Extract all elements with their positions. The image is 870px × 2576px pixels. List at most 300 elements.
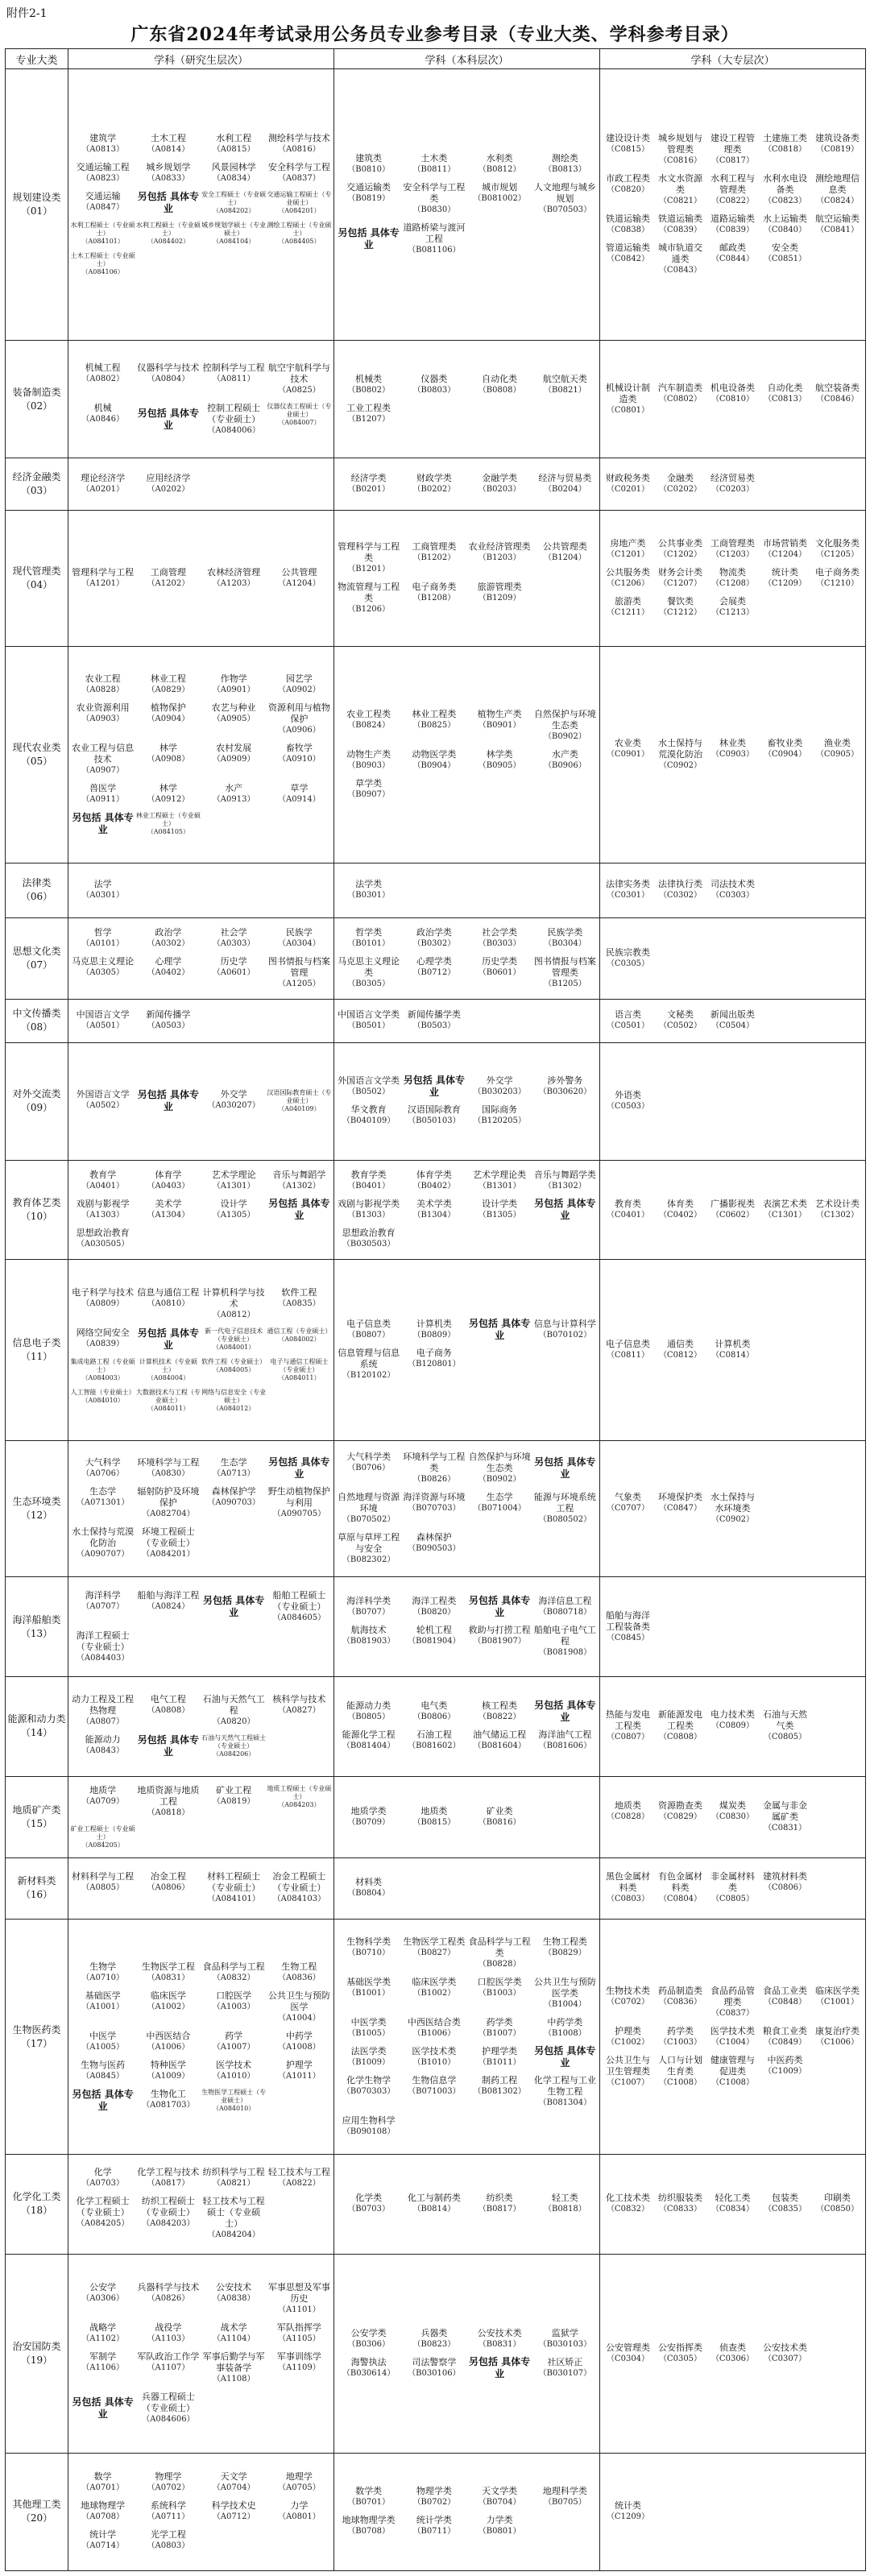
subject-name: 中医学类 — [350, 2016, 387, 2027]
subject-item — [201, 1989, 267, 2026]
subject-name: 机电设备类 — [710, 382, 755, 393]
subject-name: 石油与天然气类 — [763, 1709, 807, 1732]
subject-name: 外国语言文学类 — [338, 1075, 400, 1087]
subject-code: （A1103） — [147, 2334, 190, 2343]
subject-code: （C1203） — [710, 549, 755, 559]
subject-code: （B0829） — [543, 1948, 586, 1957]
subject-item — [70, 1870, 135, 1907]
subject-name: 土木工程 — [150, 132, 186, 143]
subject-item — [706, 381, 759, 418]
subject-code: （A084405） — [278, 237, 321, 245]
subject-grid — [68, 359, 334, 440]
subject-code: （A030505） — [76, 1239, 130, 1249]
subject-code: （A0714） — [81, 2541, 124, 2551]
subject-code: （C0504） — [710, 1021, 755, 1031]
college-cell — [600, 2453, 866, 2570]
subject-item — [70, 2528, 135, 2553]
subject-item — [654, 594, 706, 620]
subject-item — [532, 2015, 598, 2041]
subject-name: 临床医学类 — [815, 1985, 860, 1996]
subject-code: （C0850） — [815, 2205, 860, 2214]
subject-name: 图书情报与档案管理 — [267, 955, 330, 978]
subject-item — [532, 151, 598, 177]
subject-name: 化学生物学 — [346, 2074, 392, 2085]
subject-name: 纺织科学与工程 — [202, 2167, 265, 2178]
subject-name: 安全科学与工程类 — [403, 181, 466, 204]
subject-name: 计算机技术（专业硕士） — [139, 1358, 197, 1374]
subject-name: 财政税务类 — [606, 473, 650, 484]
header-undergraduate: 学科（本科层次） — [334, 49, 600, 69]
subject-item — [267, 361, 332, 398]
subject-item — [267, 1326, 332, 1353]
subject-code: （A0709） — [81, 1796, 124, 1806]
subject-code: （C0202） — [658, 485, 702, 495]
subject-name: 资源勘查类 — [658, 1799, 702, 1811]
subject-name: 计算机类 — [715, 1339, 751, 1350]
subject-name: 邮政类 — [719, 242, 746, 253]
subject-code: （B030107） — [538, 2368, 592, 2378]
subject-code: （A0802） — [81, 374, 124, 383]
attachment-label: 附件2-1 — [6, 7, 48, 20]
subject-name: 核科学与技术 — [272, 1694, 326, 1705]
subject-name: 物流类 — [719, 566, 746, 578]
subject-code: （A0908） — [147, 754, 190, 764]
category-code: （02） — [20, 400, 53, 412]
subject-item — [70, 1692, 135, 1729]
subject-name: 轮机工程 — [416, 1624, 452, 1635]
subject-grid — [600, 2497, 865, 2526]
subject-name: 公共卫生与预防医学 — [267, 1990, 330, 2012]
subject-item — [70, 189, 135, 217]
subject-item — [70, 781, 135, 807]
subject-code: （A0707） — [81, 1601, 124, 1611]
subject-name: 汉语国际教育硕士（专业硕士） — [267, 1089, 332, 1105]
subject-code: （C0842） — [606, 254, 650, 263]
college-cell — [600, 646, 866, 863]
subject-code: （A0305） — [81, 967, 124, 977]
subject-item — [201, 2470, 267, 2495]
subject-code: （A084403） — [76, 1653, 130, 1663]
subject-name: 通信类 — [667, 1339, 694, 1350]
subject-code: （A0831） — [147, 1973, 190, 1982]
subject-code: （C0829） — [658, 1812, 702, 1821]
subject-name: 管道运输类 — [606, 242, 650, 253]
undergraduate-cell — [334, 1577, 600, 1677]
subject-item — [201, 1326, 267, 1353]
subject-code: （B0402） — [412, 1181, 456, 1191]
subject-item — [336, 2355, 401, 2381]
subject-code: （C0902） — [710, 1515, 755, 1525]
subject-name: 食品药品管理类 — [710, 1985, 755, 2007]
subject-item — [70, 361, 135, 398]
subject-name: 广播影视类 — [710, 1198, 755, 1209]
subject-name: 安全科学与工程 — [267, 161, 330, 172]
includes-note-text: 另包括 具体专业 — [469, 2355, 531, 2379]
subject-item — [401, 2044, 466, 2070]
subject-grid — [334, 538, 599, 619]
subject-item — [759, 1799, 811, 1836]
subject-code: （C0843） — [658, 265, 702, 275]
subject-code: （A090707） — [76, 1550, 130, 1559]
subject-code: （B0803） — [412, 385, 456, 395]
subject-code: （C0814） — [710, 1351, 755, 1360]
subject-name: 兵器科学与技术 — [137, 2281, 200, 2292]
subject-name: 煤炭类 — [719, 1799, 746, 1811]
subject-name: 仪器科学与技术 — [137, 362, 200, 373]
subject-name: 建筑类 — [355, 152, 383, 164]
subject-code: （B0823） — [412, 2339, 456, 2349]
undergraduate-cell — [334, 863, 600, 917]
subject-item — [201, 955, 267, 992]
subject-code: （B1011） — [478, 2057, 521, 2067]
category-code: （05） — [20, 755, 53, 767]
subject-code: （A0804） — [147, 374, 190, 383]
subject-code: （A0912） — [147, 794, 190, 804]
subject-code: （C0903） — [710, 749, 755, 759]
subject-name: 民族学 — [285, 926, 313, 938]
college-cell — [600, 1577, 866, 1677]
subject-item — [267, 1960, 332, 1986]
subject-name: 森林保护 — [416, 1532, 452, 1543]
graduate-cell — [68, 999, 334, 1042]
subject-grid — [600, 1797, 865, 1837]
subject-code: （A0914） — [278, 794, 321, 804]
subject-item — [401, 2484, 466, 2510]
category-name: 装备制造类 — [12, 386, 61, 398]
subject-name: 护理类 — [615, 2025, 641, 2036]
subject-item — [70, 2470, 135, 2495]
subject-item — [201, 701, 267, 738]
subject-name: 道路运输类 — [710, 213, 755, 224]
subject-item — [135, 1008, 201, 1033]
subject-name: 经济贸易类 — [710, 473, 755, 484]
subject-code: （A1203） — [212, 578, 255, 588]
subject-name: 新一代电子信息技术（专业硕士） — [205, 1327, 263, 1344]
subject-name: 测绘科学与技术 — [267, 132, 330, 143]
subject-code: （A1304） — [147, 1210, 190, 1220]
category-name: 教育体艺类 — [12, 1196, 61, 1208]
subject-name: 食品科学与工程类 — [468, 1936, 531, 1958]
subject-code: （B030503） — [342, 1239, 396, 1249]
category-name: 现代管理类 — [12, 565, 61, 577]
subject-code: （A0705） — [278, 2483, 321, 2493]
subject-grid — [600, 2339, 865, 2368]
subject-code: （B0904） — [412, 760, 456, 770]
subject-name: 生态学 — [220, 1457, 247, 1468]
subject-code: （B0304） — [543, 938, 586, 948]
subject-name: 能源动力类 — [346, 1700, 392, 1712]
subject-code: （A1303） — [81, 1210, 124, 1220]
subject-item — [401, 2191, 466, 2217]
includes-note — [135, 1733, 201, 1760]
includes-note-text: 另包括 具体专业 — [338, 226, 400, 251]
subject-name: 交通运输工程 — [76, 161, 130, 172]
subject-name: 康复治疗类 — [815, 2025, 860, 2036]
subject-code: （B0817） — [478, 2205, 521, 2214]
subject-name: 马克思主义理论类 — [338, 955, 400, 978]
subject-name: 汽车制造类 — [658, 382, 702, 393]
subject-item — [654, 1799, 706, 1836]
subject-item — [602, 594, 654, 620]
subject-item — [706, 565, 759, 591]
subject-code: （B080718） — [538, 1607, 592, 1617]
subject-code: （A0843） — [81, 1746, 124, 1756]
subject-code: （B081903） — [342, 1636, 396, 1646]
subject-item — [811, 2024, 864, 2050]
subject-name: 美术学 — [155, 1198, 182, 1209]
subject-name: 草学类 — [355, 777, 383, 789]
subject-code: （C0830） — [710, 1812, 755, 1821]
subject-item — [759, 2024, 811, 2050]
subject-name: 中国语言文学 — [76, 1009, 130, 1021]
subject-name: 旅游管理类 — [477, 581, 522, 592]
subject-item — [201, 2087, 267, 2114]
includes-note-text: 另包括 具体专业 — [268, 1456, 330, 1481]
subject-item — [706, 1490, 759, 1527]
subject-item — [70, 672, 135, 698]
subject-item — [401, 1623, 466, 1660]
subject-code: （A0905） — [212, 714, 255, 723]
subject-item — [267, 1286, 332, 1323]
subject-code: （B0809） — [412, 1331, 456, 1340]
subject-name: 植物保护 — [150, 702, 186, 713]
subject-item — [401, 1346, 466, 1383]
subject-name: 动物医学类 — [412, 748, 457, 760]
subject-item — [654, 2053, 706, 2090]
subject-item — [336, 1074, 401, 1100]
subject-item — [759, 241, 811, 278]
subject-code: （A0801） — [278, 2512, 321, 2522]
subject-name: 船舶电子电气工程 — [533, 1624, 596, 1646]
subject-item — [654, 2191, 706, 2217]
subject-code: （C0824） — [815, 196, 860, 205]
subject-name: 表演艺术类 — [763, 1198, 807, 1209]
subject-name: 汉语国际教育 — [407, 1104, 461, 1116]
subject-name: 环境科学与工程类 — [403, 1452, 466, 1474]
table-row — [6, 69, 866, 341]
subject-code: （A0816） — [278, 144, 321, 154]
subject-code: （A1107） — [147, 2363, 190, 2372]
category-cell — [6, 1440, 68, 1577]
subject-item — [201, 672, 267, 698]
subject-code: （B0810） — [347, 164, 391, 174]
subject-item — [602, 1008, 654, 1033]
subject-code: （B0302） — [412, 938, 456, 948]
subject-item — [532, 180, 598, 217]
subject-name: 音乐与舞蹈学 — [272, 1169, 326, 1180]
subject-code: （A0710） — [81, 1973, 124, 1982]
subject-code: （C1204） — [763, 549, 807, 559]
includes-note-text: 另包括 具体专业 — [72, 2396, 134, 2420]
subject-code: （C0502） — [658, 1021, 702, 1031]
subject-name: 体育学类 — [416, 1169, 452, 1180]
subject-item — [401, 1490, 466, 1527]
subject-name: 物流管理与工程类 — [338, 581, 400, 603]
subject-name: 公共管理类 — [542, 540, 587, 552]
subject-code: （A1102） — [81, 2334, 124, 2343]
subject-item — [267, 2470, 332, 2495]
subject-item — [135, 2029, 201, 2055]
subject-code: （B1009） — [347, 2057, 391, 2067]
subject-code: （B0805） — [347, 1713, 391, 1722]
subject-item — [70, 1824, 135, 1851]
subject-grid — [600, 2189, 865, 2218]
category-name: 信息电子类 — [12, 1337, 61, 1349]
subject-code: （A084204） — [207, 2230, 260, 2240]
subject-item — [811, 736, 864, 773]
subject-code: （C0806） — [763, 1883, 807, 1893]
subject-grid — [68, 1006, 334, 1035]
subject-item — [654, 1984, 706, 2021]
subject-code: （A084106） — [81, 267, 124, 275]
subject-name: 药学类 — [667, 2025, 694, 2036]
subject-code: （B030103） — [538, 2339, 592, 2349]
subject-code: （B081106） — [408, 245, 461, 255]
subject-code: （C0810） — [710, 394, 755, 404]
subject-name: 海洋资源与环境 — [403, 1492, 466, 1503]
subject-code: （C0901） — [606, 749, 650, 759]
subject-name: 统计类 — [615, 2500, 641, 2512]
subject-name: 水文水资源类 — [658, 172, 702, 195]
subject-name: 畜牧学 — [285, 742, 313, 753]
graduate-cell — [68, 1857, 334, 1919]
subject-name: 农业类 — [615, 737, 641, 748]
subject-item — [467, 2513, 532, 2539]
includes-note — [70, 810, 135, 838]
subject-item — [336, 1346, 401, 1383]
subject-code: （B1001） — [347, 1988, 391, 1998]
subject-code: （B0707） — [347, 1607, 391, 1617]
subject-item — [401, 1804, 466, 1830]
includes-note-text: 另包括 具体专业 — [72, 2088, 134, 2112]
subject-code: （B081002） — [473, 193, 526, 203]
subject-name: 电子商务 — [416, 1348, 452, 1359]
subject-code: （A1302） — [278, 1181, 321, 1191]
subject-name: 石油工程 — [416, 1729, 452, 1741]
subject-code: （A0809） — [81, 1299, 124, 1309]
subject-code: （A0901） — [212, 685, 255, 694]
subject-name: 黑色金属材料类 — [606, 1871, 650, 1894]
subject-code: （A084002） — [278, 1336, 321, 1344]
subject-grid — [68, 470, 334, 499]
category-code: （09） — [20, 1102, 53, 1114]
subject-name: 侦查类 — [719, 2342, 746, 2353]
subject-grid — [334, 2325, 599, 2383]
subject-item — [532, 2355, 598, 2381]
subject-code: （B0827） — [412, 1948, 456, 1957]
subject-item — [70, 1168, 135, 1194]
subject-name: 音乐与舞蹈学类 — [533, 1169, 596, 1180]
subject-name: 制药工程 — [482, 2074, 518, 2085]
subject-item — [759, 1197, 811, 1223]
subject-name: 生物技术类 — [606, 1985, 650, 1996]
category-cell — [6, 1776, 68, 1857]
subject-item — [706, 471, 759, 497]
subject-name: 公安技术类 — [763, 2342, 807, 2353]
graduate-cell — [68, 458, 334, 511]
subject-name: 野生动植物保护与利用 — [267, 1486, 330, 1509]
college-cell — [600, 1160, 866, 1260]
subject-item — [267, 2321, 332, 2346]
subject-code: （C0844） — [710, 254, 755, 263]
subject-code: （B0503） — [412, 1021, 456, 1031]
subject-code: （A084206） — [212, 1750, 255, 1758]
subject-name: 地球物理学 — [81, 2500, 126, 2512]
category-code: （19） — [20, 2354, 53, 2366]
subject-name: 社会学 — [220, 926, 247, 938]
subject-item — [267, 220, 332, 247]
subject-code: （A084605） — [272, 1613, 326, 1622]
subject-item — [70, 2194, 135, 2243]
subject-code: （B0831） — [478, 2339, 521, 2349]
subject-name: 战术学 — [220, 2321, 247, 2333]
subject-code: （A0501） — [81, 1021, 124, 1031]
category-code: （03） — [20, 485, 53, 497]
category-code: （14） — [20, 1727, 53, 1739]
subject-item — [706, 131, 759, 168]
subject-name: 材料类 — [355, 1877, 383, 1888]
subject-name: 软件工程 — [281, 1287, 317, 1298]
subject-name: 水上运输类 — [763, 213, 807, 224]
college-cell — [600, 1920, 866, 2155]
subject-code: （B1209） — [478, 593, 521, 603]
subject-code: （B0705） — [543, 2498, 586, 2508]
subject-name: 公安技术 — [216, 2281, 252, 2292]
subject-name: 监狱学 — [551, 2327, 578, 2338]
subject-item — [267, 701, 332, 738]
subject-name: 中药学类 — [547, 2016, 583, 2027]
graduate-cell — [68, 1776, 334, 1857]
subject-name: 心理学 — [155, 955, 182, 967]
table-row — [6, 1042, 866, 1160]
subject-code: （C1003） — [658, 2037, 702, 2047]
subject-item — [336, 1623, 401, 1660]
subject-name: 外国语言文学 — [76, 1089, 130, 1100]
subject-code: （A0706） — [81, 1469, 124, 1479]
subject-code: （A0703） — [81, 2179, 124, 2189]
subject-code: （B1007） — [478, 2028, 521, 2038]
subject-code: （C1208） — [710, 578, 755, 588]
subject-item — [467, 1197, 532, 1223]
subject-name: 渔业类 — [824, 737, 851, 748]
subject-item — [336, 1875, 401, 1901]
subject-name: 思想政治教育 — [342, 1227, 396, 1238]
subject-code: （C0851） — [763, 254, 807, 263]
undergraduate-cell — [334, 1920, 600, 2155]
subject-code: （C0808） — [658, 1733, 702, 1742]
subject-name: 农业经济管理类 — [468, 540, 531, 552]
subject-code: （C1211） — [606, 607, 650, 617]
subject-item — [135, 1960, 201, 1986]
subject-name: 水利工程硕士（专业硕士） — [135, 221, 201, 237]
subject-name: 城市轨道交通类 — [658, 242, 702, 264]
subject-name: 水利工程与管理类 — [710, 172, 755, 195]
subject-code: （C1004） — [710, 2037, 755, 2047]
subject-item — [336, 1197, 401, 1223]
table-row — [6, 511, 866, 646]
subject-name: 安全工程硕士（专业硕士） — [201, 190, 267, 206]
subject-code: （A084006） — [207, 425, 260, 435]
subject-grid — [334, 1874, 599, 1903]
subject-name: 建筑学 — [89, 132, 117, 143]
subject-item — [401, 955, 466, 992]
subject-name: 航空装备类 — [815, 382, 860, 393]
subject-item — [602, 536, 654, 562]
subject-name: 药学类 — [486, 2016, 513, 2027]
subject-item — [467, 540, 532, 577]
category-code: （13） — [20, 1627, 53, 1639]
graduate-cell — [68, 2155, 334, 2255]
